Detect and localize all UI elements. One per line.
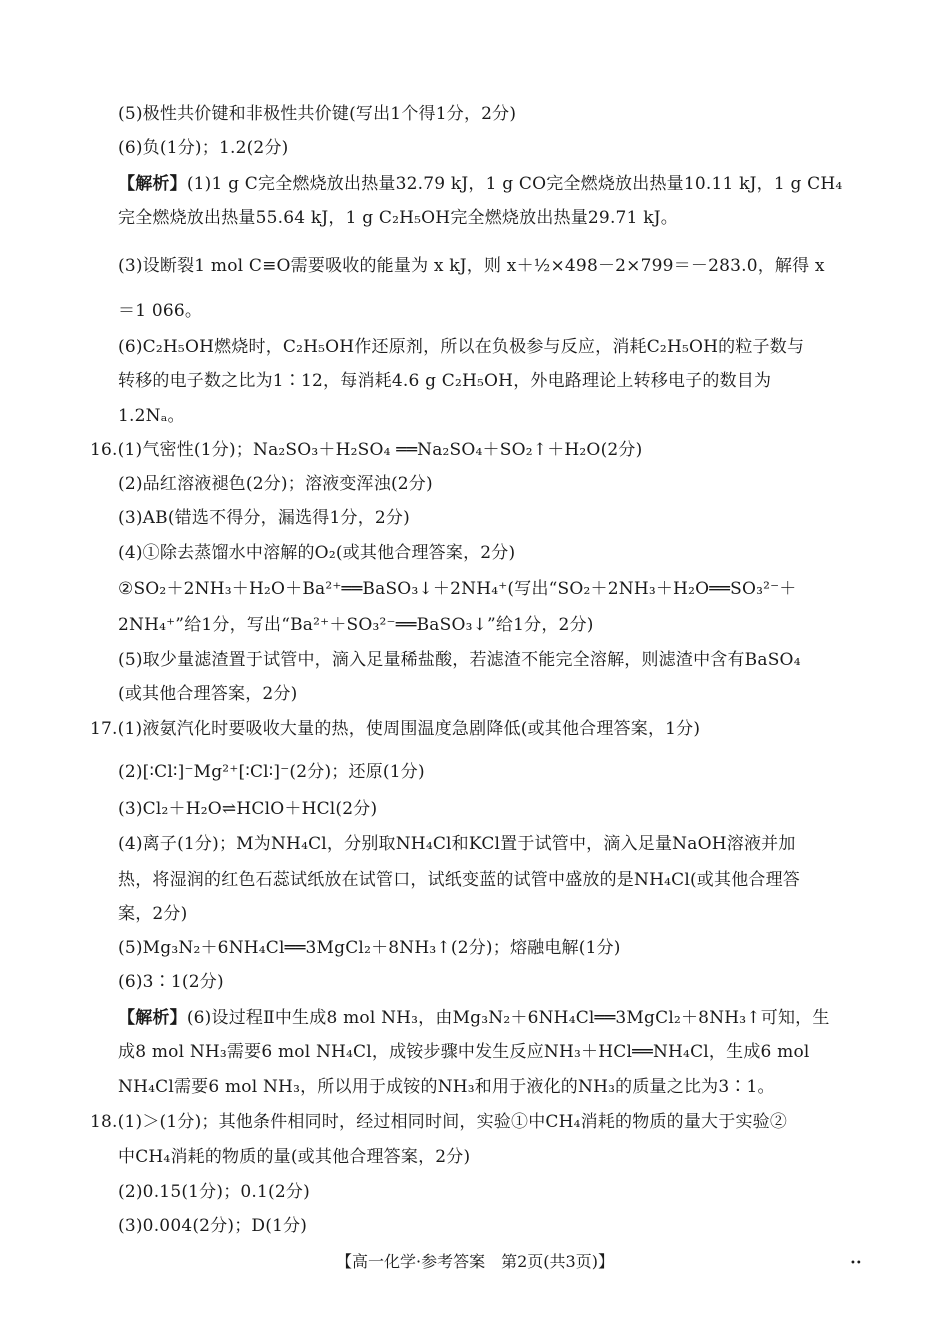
text-line — [90, 717, 700, 741]
line-content: (5)极性共价键和非极性共价键(写出1个得1分，2分) — [118, 104, 517, 124]
text-line — [118, 172, 842, 196]
line-content: 完全燃烧放出热量55.64 kJ，1 g C₂H₅OH完全燃烧放出热量29.71 kJ。 — [118, 208, 678, 228]
line-content: 成8 mol NH₃需要6 mol NH₄Cl，成铵步骤中发生反应NH₃＋HCl══NH₄Cl，生成6 mol — [118, 1042, 810, 1062]
text-line — [118, 254, 825, 278]
line-content: (3)设断裂1 mol C≡O需要吸收的能量为 x kJ，则 x＋½×498－2×799＝－283.0，解得 x — [118, 256, 825, 276]
line-content: ②SO₂＋2NH₃＋H₂O＋Ba²⁺══BaSO₃↓＋2NH₄⁺(写出“SO₂＋2NH₃＋H₂O══SO₃²⁻＋ — [118, 579, 797, 599]
text-line — [118, 760, 425, 784]
line-content: NH₄Cl需要6 mol NH₃，所以用于成铵的NH₃和用于液化的NH₃的质量之比为3∶1。 — [118, 1077, 775, 1097]
text-line — [118, 1040, 810, 1064]
corner-mark: •• — [850, 1258, 862, 1269]
text-line — [118, 868, 800, 892]
text-line — [118, 613, 594, 637]
analysis-label: 【解析】 — [118, 174, 187, 194]
text-line — [118, 648, 801, 672]
text-line — [118, 541, 515, 565]
text-line — [118, 506, 410, 530]
text-line — [118, 902, 187, 926]
text-line — [118, 797, 377, 821]
line-content: (3)Cl₂＋H₂O⇌HClO＋HCl(2分) — [118, 799, 378, 819]
text-line — [118, 369, 771, 393]
analysis-label: 【解析】 — [118, 1008, 187, 1028]
line-content: (4)离子(1分)；M为NH₄Cl，分别取NH₄Cl和KCl置于试管中，滴入足量NaOH溶液并加 — [118, 834, 796, 854]
text-line — [118, 1006, 830, 1030]
line-content: 1.2Nₐ。 — [118, 406, 185, 426]
line-content: 案，2分) — [118, 904, 188, 924]
text-line — [118, 832, 796, 856]
text-line — [90, 1110, 787, 1134]
text-line — [118, 1214, 307, 1238]
text-line — [118, 1075, 775, 1099]
line-content: 16.(1)气密性(1分)；Na₂SO₃＋H₂SO₄ ══Na₂SO₄＋SO₂↑＋H₂O(2分) — [90, 440, 643, 460]
line-content: (3)0.004(2分)；D(1分) — [118, 1216, 308, 1236]
line-content: (1)1 g C完全燃烧放出热量32.79 kJ，1 g CO完全燃烧放出热量10.11 kJ，1 g CH₄ — [186, 174, 843, 194]
line-content: 热，将湿润的红色石蕊试纸放在试管口，试纸变蓝的试管中盛放的是NH₄Cl(或其他合理答 — [118, 870, 800, 890]
line-content: (6)C₂H₅OH燃烧时，C₂H₅OH作还原剂，所以在负极参与反应，消耗C₂H₅OH的粒子数与 — [118, 337, 805, 357]
text-line — [118, 102, 516, 126]
line-content: 中CH₄消耗的物质的量(或其他合理答案，2分) — [118, 1147, 471, 1167]
line-content: (2)品红溶液褪色(2分)；溶液变浑浊(2分) — [118, 474, 433, 494]
line-content: (3)AB(错选不得分，漏选得1分，2分) — [118, 508, 410, 528]
line-content: (或其他合理答案，2分) — [118, 684, 298, 704]
text-line — [118, 936, 621, 960]
page-footer: 【高一化学·参考答案 第2页(共3页)】 — [336, 1252, 614, 1271]
text-line — [118, 472, 433, 496]
text-line — [90, 438, 642, 462]
text-line — [118, 404, 185, 428]
text-line — [118, 682, 297, 706]
text-line — [118, 1180, 310, 1204]
line-content: 转移的电子数之比为1∶12，每消耗4.6 g C₂H₅OH，外电路理论上转移电子的数目为 — [118, 371, 772, 391]
line-content: ＝1 066。 — [118, 301, 203, 321]
text-line — [118, 299, 202, 323]
line-content: (6)设过程Ⅱ中生成8 mol NH₃，由Mg₃N₂＋6NH₄Cl══3MgCl₂＋8NH₃↑可知，生 — [186, 1008, 830, 1028]
line-content: (5)取少量滤渣置于试管中，滴入足量稀盐酸，若滤渣不能完全溶解，则滤渣中含有BaSO₄ — [118, 650, 801, 670]
text-line — [118, 206, 678, 230]
line-content: 17.(1)液氨汽化时要吸收大量的热，使周围温度急剧降低(或其他合理答案，1分) — [90, 719, 701, 739]
text-line — [118, 970, 224, 994]
line-content: (4)①除去蒸馏水中溶解的O₂(或其他合理答案，2分) — [118, 543, 516, 563]
text-line — [118, 577, 797, 601]
text-line — [118, 335, 804, 359]
line-content: 2NH₄⁺”给1分，写出“Ba²⁺＋SO₃²⁻══BaSO₃↓”给1分，2分) — [118, 615, 594, 635]
text-line — [118, 1145, 470, 1169]
line-content: (5)Mg₃N₂＋6NH₄Cl══3MgCl₂＋8NH₃↑(2分)；熔融电解(1分) — [118, 938, 621, 958]
text-line — [118, 136, 288, 160]
line-content: (2)0.15(1分)；0.1(2分) — [118, 1182, 310, 1202]
line-content: (6)3∶1(2分) — [118, 972, 224, 992]
line-content: (6)负(1分)；1.2(2分) — [118, 138, 289, 158]
line-content: 18.(1)＞(1分)；其他条件相同时，经过相同时间，实验①中CH₄消耗的物质的量大于实验② — [90, 1112, 788, 1132]
line-content: (2)[∶Cl∶]⁻Mg²⁺[∶Cl∶]⁻(2分)；还原(1分) — [118, 762, 425, 782]
